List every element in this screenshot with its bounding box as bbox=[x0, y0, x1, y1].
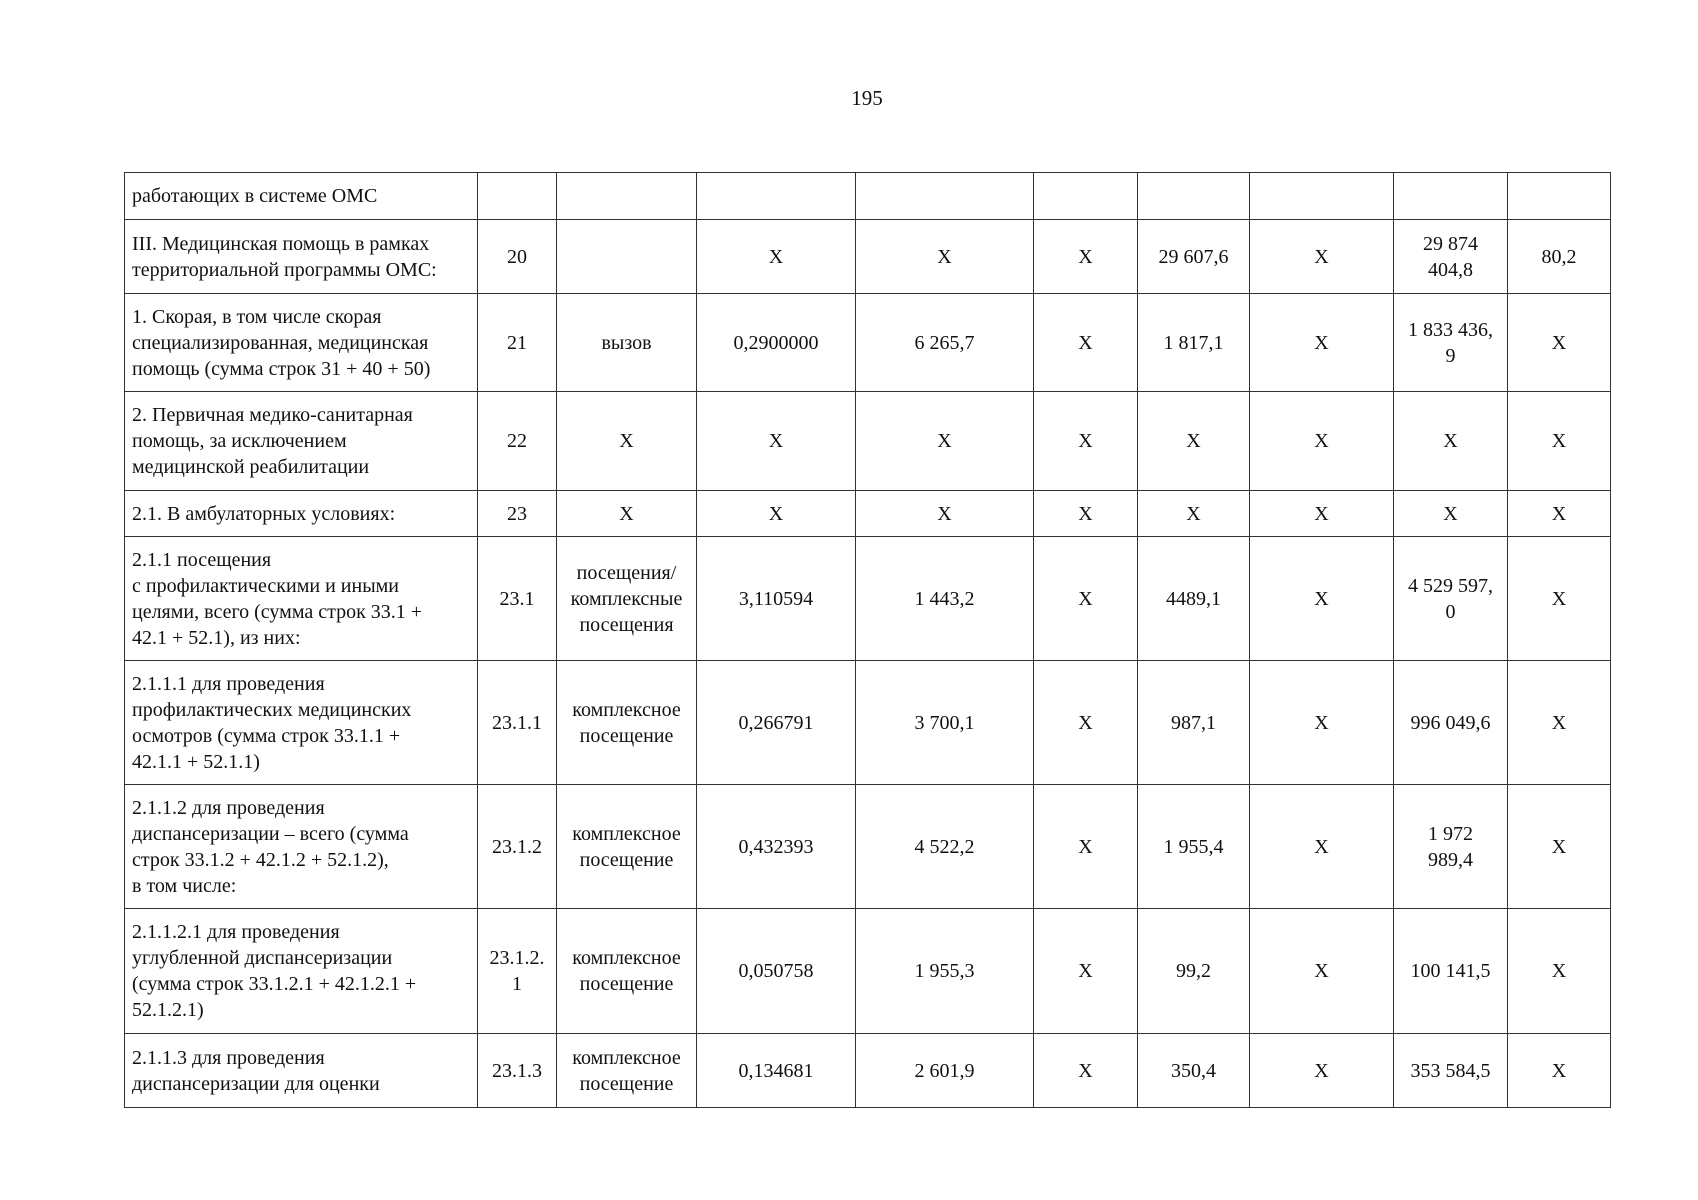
value-cell: 1 443,2 bbox=[856, 537, 1034, 661]
value-cell: X bbox=[1250, 220, 1394, 294]
value-cell: X bbox=[1250, 661, 1394, 785]
unit-cell: вызов bbox=[557, 294, 697, 392]
value-cell: 987,1 bbox=[1138, 661, 1250, 785]
value-cell: 29 874 404,8 bbox=[1394, 220, 1508, 294]
unit-cell: X bbox=[557, 392, 697, 491]
value-cell: X bbox=[1034, 392, 1138, 491]
value-cell: X bbox=[856, 392, 1034, 491]
unit-cell bbox=[557, 173, 697, 220]
value-cell: 2 601,9 bbox=[856, 1034, 1034, 1108]
value-cell: X bbox=[856, 491, 1034, 537]
value-cell: 353 584,5 bbox=[1394, 1034, 1508, 1108]
line-number-cell: 20 bbox=[478, 220, 557, 294]
value-cell: X bbox=[1508, 785, 1611, 909]
unit-cell: посещения/ комплексные посещения bbox=[557, 537, 697, 661]
value-cell: X bbox=[1034, 220, 1138, 294]
value-cell: X bbox=[1508, 294, 1611, 392]
value-cell: 0,432393 bbox=[697, 785, 856, 909]
value-cell: X bbox=[1250, 491, 1394, 537]
value-cell: 996 049,6 bbox=[1394, 661, 1508, 785]
table-row bbox=[125, 661, 1611, 785]
value-cell: X bbox=[856, 220, 1034, 294]
value-cell: X bbox=[1250, 392, 1394, 491]
value-cell: X bbox=[1508, 909, 1611, 1034]
row-name-cell: 2.1.1.1 для проведения профилактических медицинских осмотров (сумма строк 33.1.1 + 42.1.1 + 52.1.1) bbox=[125, 661, 478, 785]
unit-cell: комплексное посещение bbox=[557, 661, 697, 785]
unit-cell: X bbox=[557, 491, 697, 537]
line-number-cell bbox=[478, 173, 557, 220]
value-cell: 4489,1 bbox=[1138, 537, 1250, 661]
value-cell bbox=[1250, 173, 1394, 220]
table-row bbox=[125, 1034, 1611, 1108]
row-name-cell: 2.1.1.2.1 для проведения углубленной диспансеризации (сумма строк 33.1.2.1 + 42.1.2.1 + 52.1.2.1) bbox=[125, 909, 478, 1034]
value-cell bbox=[1394, 173, 1508, 220]
value-cell: X bbox=[1034, 785, 1138, 909]
value-cell: X bbox=[1508, 491, 1611, 537]
value-cell: X bbox=[1508, 392, 1611, 491]
value-cell: X bbox=[1034, 537, 1138, 661]
value-cell: X bbox=[1508, 537, 1611, 661]
value-cell: X bbox=[1508, 1034, 1611, 1108]
value-cell: 3,110594 bbox=[697, 537, 856, 661]
value-cell: X bbox=[1034, 294, 1138, 392]
value-cell: X bbox=[1138, 392, 1250, 491]
value-cell: X bbox=[1138, 491, 1250, 537]
value-cell: 0,266791 bbox=[697, 661, 856, 785]
value-cell: X bbox=[1250, 785, 1394, 909]
unit-cell: комплексное посещение bbox=[557, 1034, 697, 1108]
value-cell: X bbox=[1250, 537, 1394, 661]
value-cell: 1 817,1 bbox=[1138, 294, 1250, 392]
value-cell: X bbox=[697, 491, 856, 537]
unit-cell bbox=[557, 220, 697, 294]
value-cell: 100 141,5 bbox=[1394, 909, 1508, 1034]
line-number-cell: 21 bbox=[478, 294, 557, 392]
row-name-cell: 2. Первичная медико-санитарная помощь, за исключением медицинской реабилитации bbox=[125, 392, 478, 491]
value-cell: X bbox=[1394, 392, 1508, 491]
value-cell: X bbox=[1034, 661, 1138, 785]
value-cell bbox=[1034, 173, 1138, 220]
row-name-cell: 2.1.1.3 для проведения диспансеризации для оценки bbox=[125, 1034, 478, 1108]
line-number-cell: 23.1.3 bbox=[478, 1034, 557, 1108]
value-cell bbox=[1138, 173, 1250, 220]
row-name-cell: 2.1. В амбулаторных условиях: bbox=[125, 491, 478, 537]
table-row bbox=[125, 392, 1611, 491]
line-number-cell: 23.1.2 bbox=[478, 785, 557, 909]
value-cell: X bbox=[1034, 491, 1138, 537]
value-cell: X bbox=[1250, 294, 1394, 392]
table-row bbox=[125, 909, 1611, 1034]
value-cell bbox=[856, 173, 1034, 220]
value-cell: X bbox=[697, 392, 856, 491]
value-cell: 3 700,1 bbox=[856, 661, 1034, 785]
table-row bbox=[125, 173, 1611, 220]
value-cell: 1 955,3 bbox=[856, 909, 1034, 1034]
line-number-cell: 23.1.2. 1 bbox=[478, 909, 557, 1034]
line-number-cell: 23 bbox=[478, 491, 557, 537]
value-cell: 4 522,2 bbox=[856, 785, 1034, 909]
value-cell: X bbox=[1034, 1034, 1138, 1108]
data-table bbox=[124, 172, 1611, 1108]
value-cell: 350,4 bbox=[1138, 1034, 1250, 1108]
value-cell bbox=[697, 173, 856, 220]
value-cell: 1 833 436, 9 bbox=[1394, 294, 1508, 392]
line-number-cell: 23.1.1 bbox=[478, 661, 557, 785]
table-row bbox=[125, 491, 1611, 537]
unit-cell: комплексное посещение bbox=[557, 909, 697, 1034]
row-name-cell: 2.1.1.2 для проведения диспансеризации – всего (сумма строк 33.1.2 + 42.1.2 + 52.1.2), в том числе: bbox=[125, 785, 478, 909]
row-name-cell: III. Медицинская помощь в рамках территориальной программы ОМС: bbox=[125, 220, 478, 294]
row-name-cell: 1. Скорая, в том числе скорая специализированная, медицинская помощь (сумма строк 31 + 40 + 50) bbox=[125, 294, 478, 392]
value-cell: 0,050758 bbox=[697, 909, 856, 1034]
unit-cell: комплексное посещение bbox=[557, 785, 697, 909]
value-cell: 1 955,4 bbox=[1138, 785, 1250, 909]
value-cell: X bbox=[1250, 1034, 1394, 1108]
value-cell: X bbox=[1034, 909, 1138, 1034]
value-cell: X bbox=[1394, 491, 1508, 537]
value-cell: 0,134681 bbox=[697, 1034, 856, 1108]
row-name-cell: работающих в системе ОМС bbox=[125, 173, 478, 220]
value-cell: X bbox=[1508, 661, 1611, 785]
line-number-cell: 22 bbox=[478, 392, 557, 491]
value-cell: 80,2 bbox=[1508, 220, 1611, 294]
value-cell: 4 529 597, 0 bbox=[1394, 537, 1508, 661]
table-row bbox=[125, 537, 1611, 661]
value-cell: 1 972 989,4 bbox=[1394, 785, 1508, 909]
row-name-cell: 2.1.1 посещения с профилактическими и иными целями, всего (сумма строк 33.1 + 42.1 + 52.1), из них: bbox=[125, 537, 478, 661]
value-cell: X bbox=[697, 220, 856, 294]
value-cell: 0,2900000 bbox=[697, 294, 856, 392]
value-cell: 6 265,7 bbox=[856, 294, 1034, 392]
value-cell: X bbox=[1250, 909, 1394, 1034]
value-cell bbox=[1508, 173, 1611, 220]
value-cell: 99,2 bbox=[1138, 909, 1250, 1034]
line-number-cell: 23.1 bbox=[478, 537, 557, 661]
table-row bbox=[125, 785, 1611, 909]
page-number: 195 bbox=[851, 86, 883, 110]
table-row bbox=[125, 294, 1611, 392]
table-row bbox=[125, 220, 1611, 294]
value-cell: 29 607,6 bbox=[1138, 220, 1250, 294]
